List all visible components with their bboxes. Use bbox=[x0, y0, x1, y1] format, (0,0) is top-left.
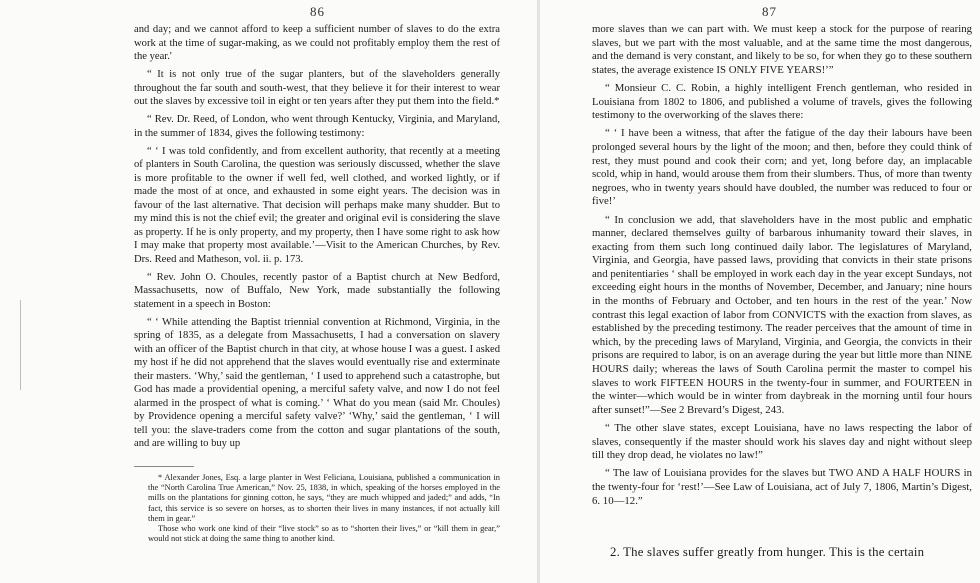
right-page-number: 87 bbox=[762, 4, 777, 19]
left-paragraph: “ Rev. John O. Choules, recently pastor of a Baptist church at New Bedford, Massachusetts, now of Buffalo, New York, made substantially the following statement in a speech in Boston: bbox=[134, 271, 500, 310]
right-text-column bbox=[592, 23, 972, 513]
left-paragraph: and day; and we cannot afford to keep a sufficient number of slaves to do the extra work at the time of sugar-making, as we could not profitably employ them the rest of the year.' bbox=[134, 24, 500, 62]
right-paragraph: more slaves than we can part with. We must keep a stock for the purpose of rearing slaves, but we part with the most valuable, and at the same time the most dangerous, and the demand is very constant, and likely to be so, for when they go to these southern states, the average existence IS ONLY FIVE YEARS!’” bbox=[592, 23, 972, 76]
left-paragraph: “ ‘ While attending the Baptist triennial convention at Richmond, Virginia, in the spring of 1835, as a delegate from Massachusetts, I had a conversation on slavery with an officer of the Baptist church in that city, at whose house I was a guest. I asked my host if he did not apprehend that the slaves would eventually rise and exterminate their masters. ‘Why,’ said the gentleman, ‘ I used to apprehend such a catastrophe, but God has made a providential opening, a merciful safety valve, and now I do not feel alarmed in the prospect of what is coming.’ ‘ What do you mean (said Mr. Choules) by Providence opening a merciful safety valve?’ ‘Why,’ said the gentleman, ‘ I will tell you: the slave-traders come from the cotton and sugar plantations of the south, and are willing to buy up bbox=[134, 316, 500, 450]
left-paragraph: “ It is not only true of the sugar planters, but of the slaveholders generally throughout the far south and south-west, that they believe it for their interest to wear out the slaves by excessive toil in eight or ten years after they put them into the field.* bbox=[134, 69, 500, 108]
footnote bbox=[148, 473, 500, 544]
footnote-divider bbox=[134, 466, 194, 467]
left-paragraph: “ Rev. Dr. Reed, of London, who went through Kentucky, Virginia, and Maryland, in the summer of 1834, gives the following testimony: bbox=[134, 114, 500, 139]
right-page bbox=[540, 0, 980, 583]
right-paragraph: “ Monsieur C. C. Robin, a highly intelligent French gentleman, who resided in Louisiana from 1802 to 1806, and published a volume of travels, gives the following testimony to the overworking of the slaves there: bbox=[592, 81, 972, 122]
footnote-paragraph: Those who work one kind of their “live stock” so as to “shorten their lives,” or “kill them in gear,” would not stick at doing the same thing to another kind. bbox=[148, 524, 500, 544]
page-edge-shadow bbox=[20, 300, 21, 390]
right-paragraph: “ ‘ I have been a witness, that after the fatigue of the day their labours have been prolonged several hours by the light of the moon; and then, before they could think of rest, they must pound and cook their corn; and yet, long before day, an implacable scold, whip in hand, would arouse them from their slumbers. Thus, of more than twenty negroes, who in twenty years should have doubled, the number was reduced to four or five!’ bbox=[592, 127, 972, 208]
left-text-column bbox=[134, 23, 500, 456]
right-paragraph: “ In conclusion we add, that slaveholders have in the most public and emphatic manner, declared themselves guilty of barbarous inhumanity toward their slaves, in exacting from them such long continued daily labor. The legislatures of Maryland, Virginia, and Georgia, have passed laws, providing that convicts in their state prisons and penitentiaries ‘ shall be employed in work each day in the year except Sundays, not exceeding eight hours in the months of November, December, and January; nine hours in the months of February and October, and ten hours in the rest of the year.’ Now contrast this legal exaction of labor from CONVICTS with the exaction from slaves, as established by the preceding testimony. The reader perceives that the amount of time in which, by the preceding laws of Maryland, Virginia, and Georgia, the convicts in their prisons are required to labor, is on an average during the year but little more than NINE HOURS daily; whereas the laws of South Carolina permit the master to compel his slaves to work FIFTEEN HOURS in the twenty-four in summer, and FOURTEEN in the winter—which would be in winter from daybreak in the morning until four hours after sunset!”—See 2 Brevard’s Digest, 243. bbox=[592, 213, 972, 416]
left-paragraph: “ ‘ I was told confidently, and from excellent authority, that recently at a meeting of planters in South Carolina, the question was seriously discussed, whether the slave is more profitable to the owner if well fed, well clothed, and worked lightly, or if made the most of at once, and exhausted in some eight years. The decision was in favour of the last alternative. That decision will perhaps make many shudder. But to my mind this is not the chief evil; the greater and original evil is considering the slave as property. If he is only property, and my property, then I have some right to ask how I may make that property most available.’—Visit to the American Churches, by Rev. Drs. Reed and Matheson, vol. ii. p. 173. bbox=[134, 145, 500, 265]
right-paragraph: “ The other slave states, except Louisiana, have no laws respecting the labor of slaves, consequently if the master should work his slaves day and night without sleep till they drop dead, he violates no law!” bbox=[592, 422, 972, 462]
left-page-number: 86 bbox=[310, 4, 325, 19]
right-paragraph: “ The law of Louisiana provides for the slaves but TWO AND A HALF HOURS in the twenty-four for ‘rest!’—See Law of Louisiana, act of July 7, 1806, Martin’s Digest, 6. 10—12.” bbox=[592, 467, 972, 507]
section-opening-line: 2. The slaves suffer greatly from hunger. This is the certain bbox=[610, 545, 925, 559]
footnote-paragraph: * Alexander Jones, Esq. a large planter in West Feliciana, Louisiana, published a communication in the “North Carolina True American,” Nov. 25, 1838, in which, speaking of the horses employed in the mills on the plantations for ginning cotton, he says, “they are much whipped and jaded;” and adds, “In fact, this service is so severe on horses, as to shorten their lives in many instances, if not actually kill them in gear.” bbox=[148, 473, 500, 523]
